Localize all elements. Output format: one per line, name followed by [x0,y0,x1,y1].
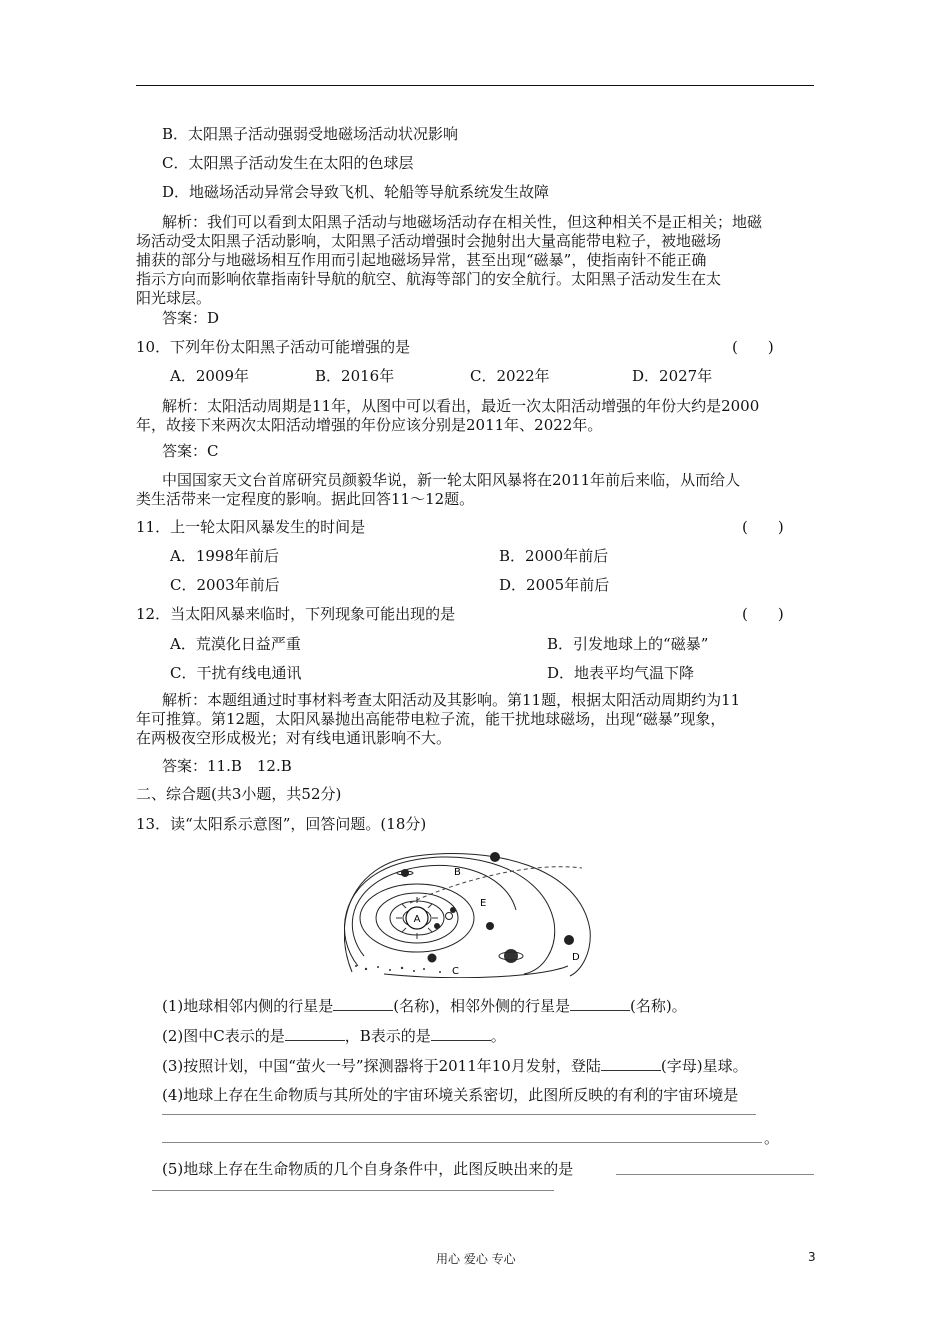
q12-explanation-line: 在两极夜空形成极光；对有线电通讯影响不大。 [136,729,452,747]
q13-part4 [162,1086,738,1105]
answer-blank[interactable] [285,1026,345,1041]
q13-part2 [162,1026,506,1046]
label-b: B [454,867,461,878]
q9-option-b: B．太阳黑子活动强弱受地磁场活动状况影响 [162,125,459,143]
q12-explanation-line: 年可推算。第12题，太阳风暴抛出高能带电粒子流，能干扰地球磁场，出现“磁暴”现象， [136,710,726,728]
answer-blank[interactable] [333,996,393,1011]
q10-option-d: D．2027年 [632,367,713,385]
answer-line[interactable] [162,1142,762,1143]
q13-part5-text: (5)地球上存在生命物质的几个自身条件中，此图反映出来的是 [162,1160,574,1178]
q10-answer: 答案：C [162,442,219,460]
q9-explanation-line: 阳光球层。 [136,289,212,307]
answer-line[interactable] [162,1114,756,1115]
q9-explanation-line: 捕获的部分与地磁场相互作用而引起地磁场异常，甚至出现“磁暴”，使指南针不能正确 [136,251,707,269]
answer-blank[interactable] [570,996,630,1011]
q10-stem: 10．下列年份太阳黑子活动可能增强的是 [136,338,411,356]
q13-part3-text: (3)按照计划，中国“萤火一号”探测器将于2011年10月发射，登陆 [162,1057,601,1075]
label-c: C [452,966,459,977]
q13-part4-text: (4)地球上存在生命物质与其所处的宇宙环境关系密切，此图所反映的有利的宇宙环境是 [162,1086,739,1104]
q12-stem: 12．当太阳风暴来临时，下列现象可能出现的是 [136,605,456,623]
label-a: A [413,914,421,925]
q12-option-b: B．引发地球上的“磁暴” [547,635,709,653]
q9-explanation-line: 指示方向而影响依靠指南针导航的航空、航海等部门的安全航行。太阳黑子活动发生在太 [136,270,722,288]
section-heading: 二、综合题(共3小题，共52分) [136,785,342,803]
q9-answer: 答案：D [162,309,220,327]
q10-option-a: A．2009年 [170,367,250,385]
label-e: E [480,898,487,909]
label-d: D [572,952,580,963]
footer-slogan: 用心 爱心 专心 [436,1252,516,1266]
q12-answer-paren: ( ) [742,605,784,623]
material-intro-line: 类生活带来一定程度的影响。据此回答11～12题。 [136,490,475,508]
q11-option-b: B．2000年前后 [499,547,609,565]
q12-explanation-line: 解析：本题组通过时事材料考查太阳活动及其影响。第11题，根据太阳活动周期约为11 [162,691,741,709]
q9-explanation-line: 解析：我们可以看到太阳黑子活动与地磁场活动存在相关性，但这种相关不是正相关；地磁 [162,213,763,231]
q10-answer-paren: ( ) [732,338,774,356]
q13-part2-text: (2)图中C表示的是 [162,1027,285,1045]
q13-part2-text: ，B表示的是 [344,1027,431,1045]
q13-part4-end: 。 [764,1129,780,1147]
answer-line[interactable] [152,1190,554,1191]
q13-part1-text: (名称)。 [629,997,687,1015]
q12-option-a: A．荒漠化日益严重 [170,635,301,653]
q11-stem: 11．上一轮太阳风暴发生的时间是 [136,518,366,536]
q13-part2-text: 。 [490,1027,506,1045]
q11-option-c: C．2003年前后 [170,576,280,594]
q9-option-c: C．太阳黑子活动发生在太阳的色球层 [162,154,414,172]
q11-option-a: A．1998年前后 [170,547,280,565]
q13-part1-text: (名称)，相邻外侧的行星是 [393,997,570,1015]
solar-system-diagram [344,848,604,978]
q9-explanation-line: 场活动受太阳黑子活动影响，太阳黑子活动增强时会抛射出大量高能带电粒子，被地磁场 [136,232,722,250]
q10-option-b: B．2016年 [315,367,395,385]
q13-stem: 13．读“太阳系示意图”，回答问题。(18分) [136,815,427,833]
answer-blank[interactable] [431,1026,491,1041]
q10-explanation-line: 解析：太阳活动周期是11年，从图中可以看出，最近一次太阳活动增强的年份大约是2000 [162,397,760,415]
q13-part1-text: (1)地球相邻内侧的行星是 [162,997,334,1015]
q11-answer-paren: ( ) [742,518,784,536]
q13-part3 [162,1056,748,1076]
q12-answer: 答案：11.B 12.B [162,757,292,775]
q13-part5 [162,1160,573,1179]
q11-option-d: D．2005年前后 [499,576,610,594]
material-intro-line: 中国国家天文台首席研究员颜毅华说，新一轮太阳风暴将在2011年前后来临，从而给人 [162,471,741,489]
answer-line[interactable] [616,1174,814,1175]
q10-option-c: C．2022年 [470,367,550,385]
q13-part3-text: (字母)星球。 [660,1057,748,1075]
q12-option-c: C．干扰有线电通讯 [170,664,302,682]
q10-explanation-line: 年，故接下来两次太阳活动增强的年份应该分别是2011年、2022年。 [136,416,603,434]
q9-option-d: D．地磁场活动异常会导致飞机、轮船等导航系统发生故障 [162,183,550,201]
answer-blank[interactable] [601,1056,661,1071]
page-number: 3 [808,1250,816,1264]
q12-option-d: D．地表平均气温下降 [547,664,695,682]
header-rule [136,85,814,86]
q13-part1 [162,996,687,1016]
